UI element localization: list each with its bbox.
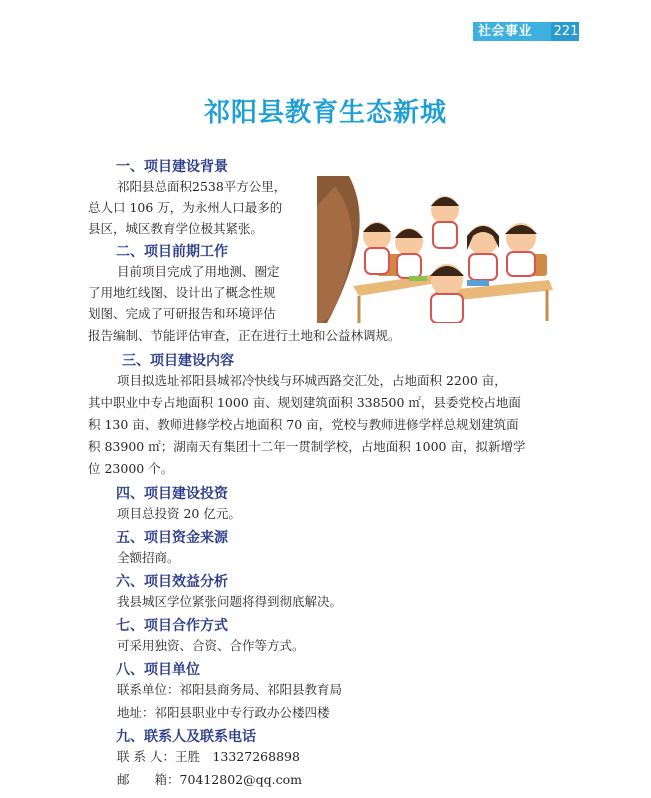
paragraph-line: 县区，城区教育学位极其紧张。: [88, 221, 264, 236]
student: [363, 222, 391, 274]
paragraph-line: 项目总投资 20 亿元。: [117, 506, 241, 521]
desk: [353, 274, 443, 296]
paragraph-line: 目前项目完成了用地测、圈定: [117, 264, 280, 279]
student: [395, 228, 423, 278]
section-heading-prework: 二、项目前期工作: [116, 244, 228, 260]
paragraph-line: 积 130 亩、教师进修学校占地面积 70 亩，党校与教师进修学样总规划建筑面: [88, 417, 519, 432]
contact-email: 邮 箱：70412802@qq.com: [117, 772, 302, 787]
paragraph-line: 位 23000 个。: [88, 461, 174, 476]
student: [467, 225, 499, 280]
paragraph-line: 积 83900 ㎡；湖南天有集团十二年一贯制学校，占地面积 1000 亩，拟新增学: [88, 439, 526, 454]
section-heading-benefit: 六、项目效益分析: [116, 574, 228, 590]
paragraph-line: 地址：祁阳县职业中专行政办公楼四楼: [117, 705, 330, 720]
paragraph-line: 了用地红线图、设计出了概念性规: [88, 285, 276, 300]
paragraph-line: 联系单位：祁阳县商务局、祁阳县教育局: [117, 682, 343, 697]
section-heading-content: 三、项目建设内容: [122, 353, 234, 369]
section-label: 社会事业: [478, 24, 533, 39]
section-heading-investment: 四、项目建设投资: [116, 486, 228, 502]
paragraph-line: 祁阳县总面积2538平方公里，: [117, 179, 287, 194]
paragraph-line: 项目拟选址祁阳县城祁冷快线与环城西路交汇处，占地面积 2200 亩，: [117, 373, 507, 388]
book: [467, 280, 489, 286]
paragraph-line: 总人口 106 万，为永州人口最多的: [88, 200, 283, 215]
paragraph-line: 可采用独资、合资、合作等方式。: [117, 638, 305, 653]
section-heading-background: 一、项目建设背景: [116, 159, 228, 175]
page-title: 祁阳县教育生态新城: [203, 98, 447, 128]
contact-person: 联 系 人：王胜 13327268898: [117, 749, 300, 764]
page-number: 221: [553, 24, 579, 39]
section-heading-unit: 八、项目单位: [116, 662, 200, 678]
paragraph-line: 划图、完成了可研报告和环境评估: [88, 306, 276, 321]
paragraph-line: 其中职业中专占地面积 1000 亩、规划建筑面积 338500 ㎡，县委党校占地面: [88, 395, 521, 410]
student: [430, 264, 464, 323]
book: [409, 276, 427, 281]
paragraph-line: 我县城区学位紧张问题将得到彻底解决。: [117, 594, 343, 609]
student: [431, 196, 459, 248]
section-heading-funding: 五、项目资金来源: [116, 530, 228, 546]
classroom-illustration: [317, 176, 554, 323]
student: [505, 223, 537, 276]
paragraph-line: 报告编制、节能评估审查，正在进行土地和公益林调规。: [88, 328, 401, 343]
section-heading-cooperation: 七、项目合作方式: [116, 618, 228, 634]
paragraph-line: 全额招商。: [117, 550, 180, 565]
section-heading-contact: 九、联系人及联系电话: [116, 729, 256, 745]
